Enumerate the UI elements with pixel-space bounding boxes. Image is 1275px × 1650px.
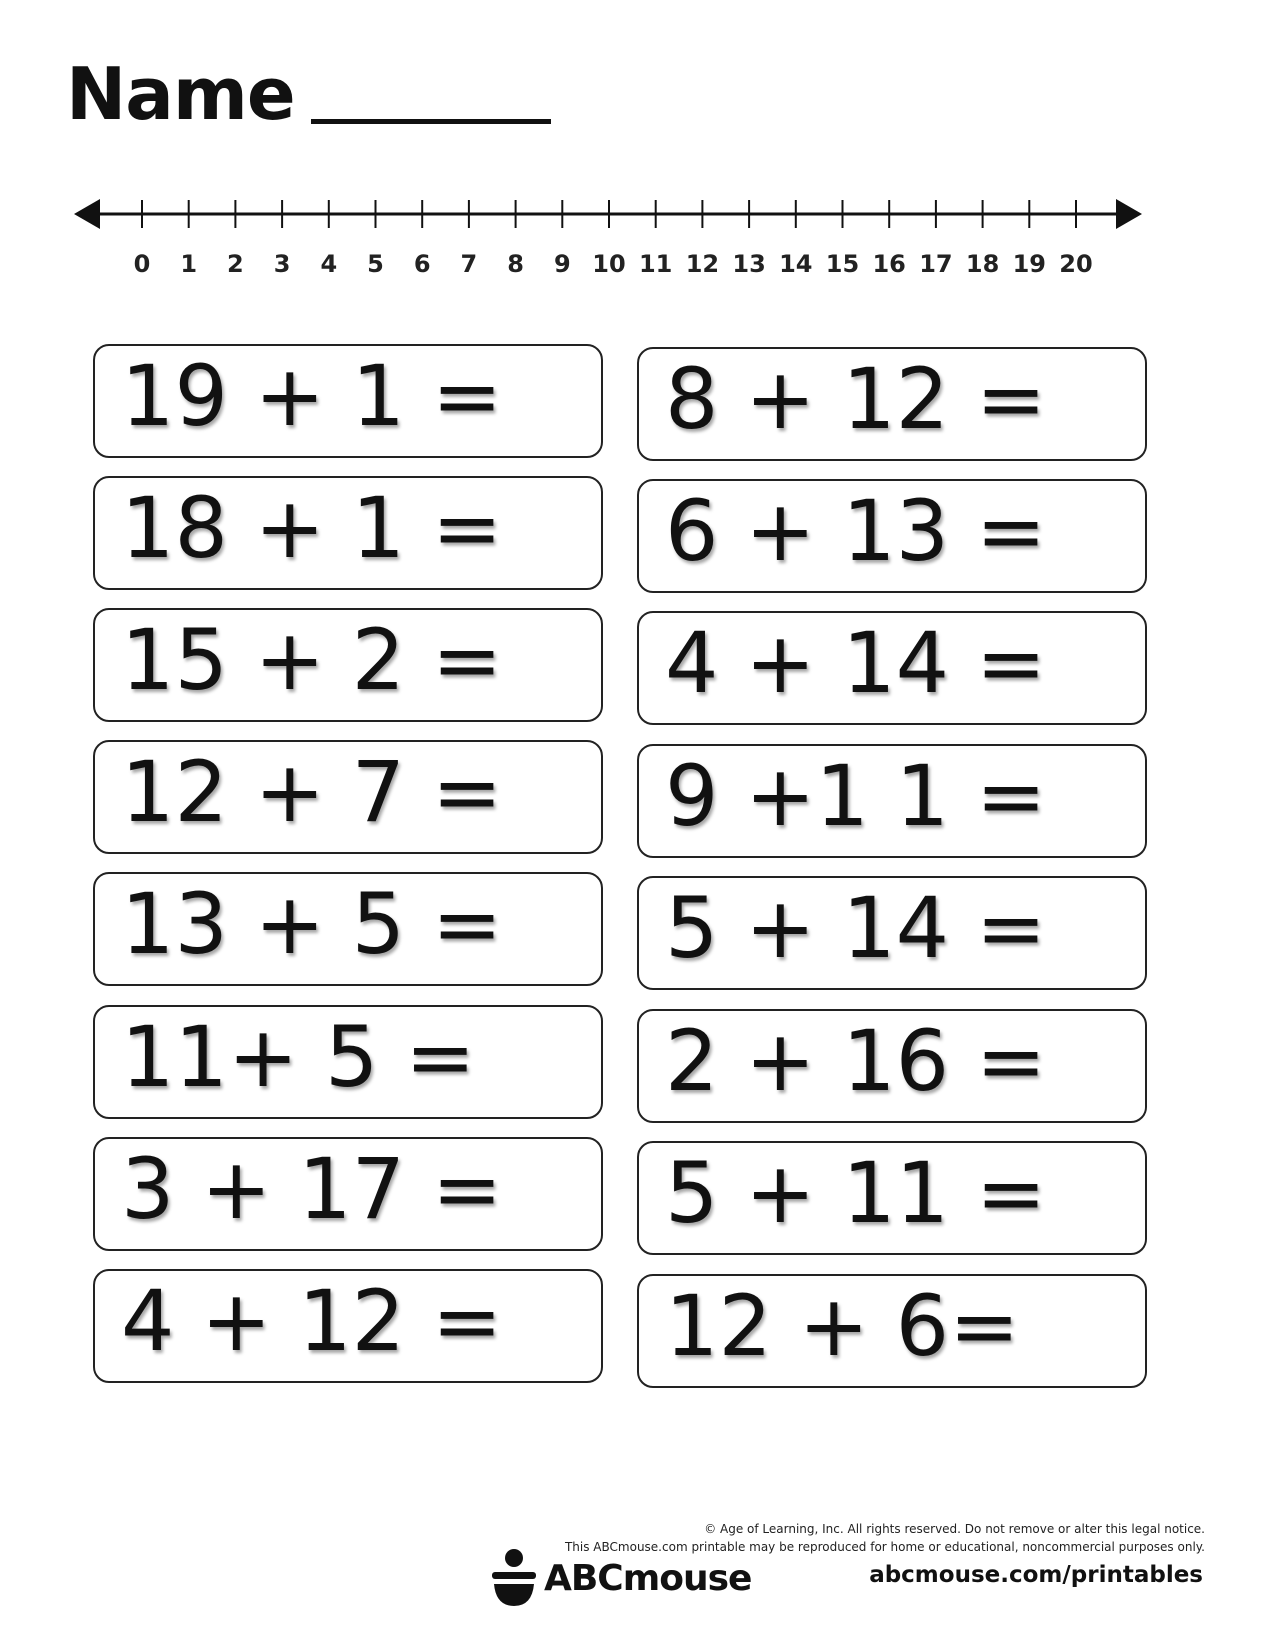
problem-equation: 18 + 1 = <box>121 479 503 577</box>
problem-box-right-5[interactable] <box>637 876 1147 990</box>
number-line-tick-label: 3 <box>273 250 291 278</box>
problem-equation: 19 + 1 = <box>121 347 503 445</box>
problem-box-left-3[interactable] <box>93 608 603 722</box>
problem-equation: 8 + 12 = <box>665 350 1047 448</box>
number-line-tick-label: 13 <box>732 250 766 278</box>
number-line-graphic <box>0 0 1275 300</box>
name-label: Name <box>66 52 295 136</box>
number-line-tick-label: 11 <box>638 250 673 278</box>
problem-equation: 4 + 14 = <box>665 614 1047 712</box>
legal-line-2: This ABCmouse.com printable may be reproduced for home or educational, noncommercial purposes only. <box>564 1540 1205 1554</box>
legal-line-1: © Age of Learning, Inc. All rights reserved. Do not remove or alter this legal notice. <box>704 1522 1205 1536</box>
problem-box-left-8[interactable] <box>93 1269 603 1383</box>
number-line-tick-label: 8 <box>507 250 524 278</box>
problem-equation: 13 + 5 = <box>121 875 503 973</box>
problem-equation: 12 + 7 = <box>121 743 503 841</box>
number-line <box>0 0 1275 300</box>
number-line-tick-label: 20 <box>1059 250 1093 278</box>
number-line-tick-label: 18 <box>965 250 1000 278</box>
problem-box-left-5[interactable] <box>93 872 603 986</box>
arrow-left-icon <box>74 199 100 229</box>
problem-box-left-1[interactable] <box>93 344 603 458</box>
problem-box-left-4[interactable] <box>93 740 603 854</box>
problem-box-right-6[interactable] <box>637 1009 1147 1123</box>
problem-box-right-2[interactable] <box>637 479 1147 593</box>
mouse-logo-icon <box>492 1548 536 1608</box>
problem-box-left-2[interactable] <box>93 476 603 590</box>
problem-equation: 2 + 16 = <box>665 1012 1047 1110</box>
number-line-tick-label: 4 <box>320 250 338 278</box>
number-line-tick-label: 5 <box>367 250 384 278</box>
number-line-tick-label: 2 <box>227 250 244 278</box>
problem-box-right-8[interactable] <box>637 1274 1147 1388</box>
number-line-tick-label: 7 <box>460 250 478 278</box>
number-line-tick-label: 1 <box>180 250 198 278</box>
problem-box-left-6[interactable] <box>93 1005 603 1119</box>
problem-box-right-7[interactable] <box>637 1141 1147 1255</box>
problem-equation: 5 + 14 = <box>665 879 1047 977</box>
number-line-tick-label: 17 <box>919 250 953 278</box>
problem-equation: 15 + 2 = <box>121 611 503 709</box>
arrow-right-icon <box>1116 199 1142 229</box>
number-line-tick-label: 0 <box>133 250 151 278</box>
problem-equation: 4 + 12 = <box>121 1272 503 1370</box>
problem-equation: 12 + 6= <box>665 1277 1020 1375</box>
problem-box-right-4[interactable] <box>637 744 1147 858</box>
brand-logo <box>492 1548 751 1608</box>
problem-equation: 9 +1 1 = <box>665 747 1047 845</box>
number-line-tick-label: 19 <box>1012 250 1047 278</box>
number-line-tick-label: 9 <box>553 250 571 278</box>
problem-equation: 11+ 5 = <box>121 1008 476 1106</box>
problem-equation: 6 + 13 = <box>665 482 1047 580</box>
problem-equation: 5 + 11 = <box>665 1144 1047 1242</box>
problem-box-right-3[interactable] <box>637 611 1147 725</box>
number-line-tick-label: 14 <box>779 250 813 278</box>
number-line-tick-label: 16 <box>872 250 906 278</box>
problem-equation: 3 + 17 = <box>121 1140 503 1238</box>
number-line-tick-label: 15 <box>825 250 860 278</box>
number-line-tick-label: 10 <box>592 250 626 278</box>
number-line-tick-label: 6 <box>413 250 431 278</box>
brand-name: ABCmouse <box>544 1557 752 1599</box>
problem-box-left-7[interactable] <box>93 1137 603 1251</box>
problem-box-right-1[interactable] <box>637 347 1147 461</box>
number-line-tick-label: 12 <box>685 250 720 278</box>
site-link[interactable]: abcmouse.com/printables <box>869 1562 1203 1588</box>
